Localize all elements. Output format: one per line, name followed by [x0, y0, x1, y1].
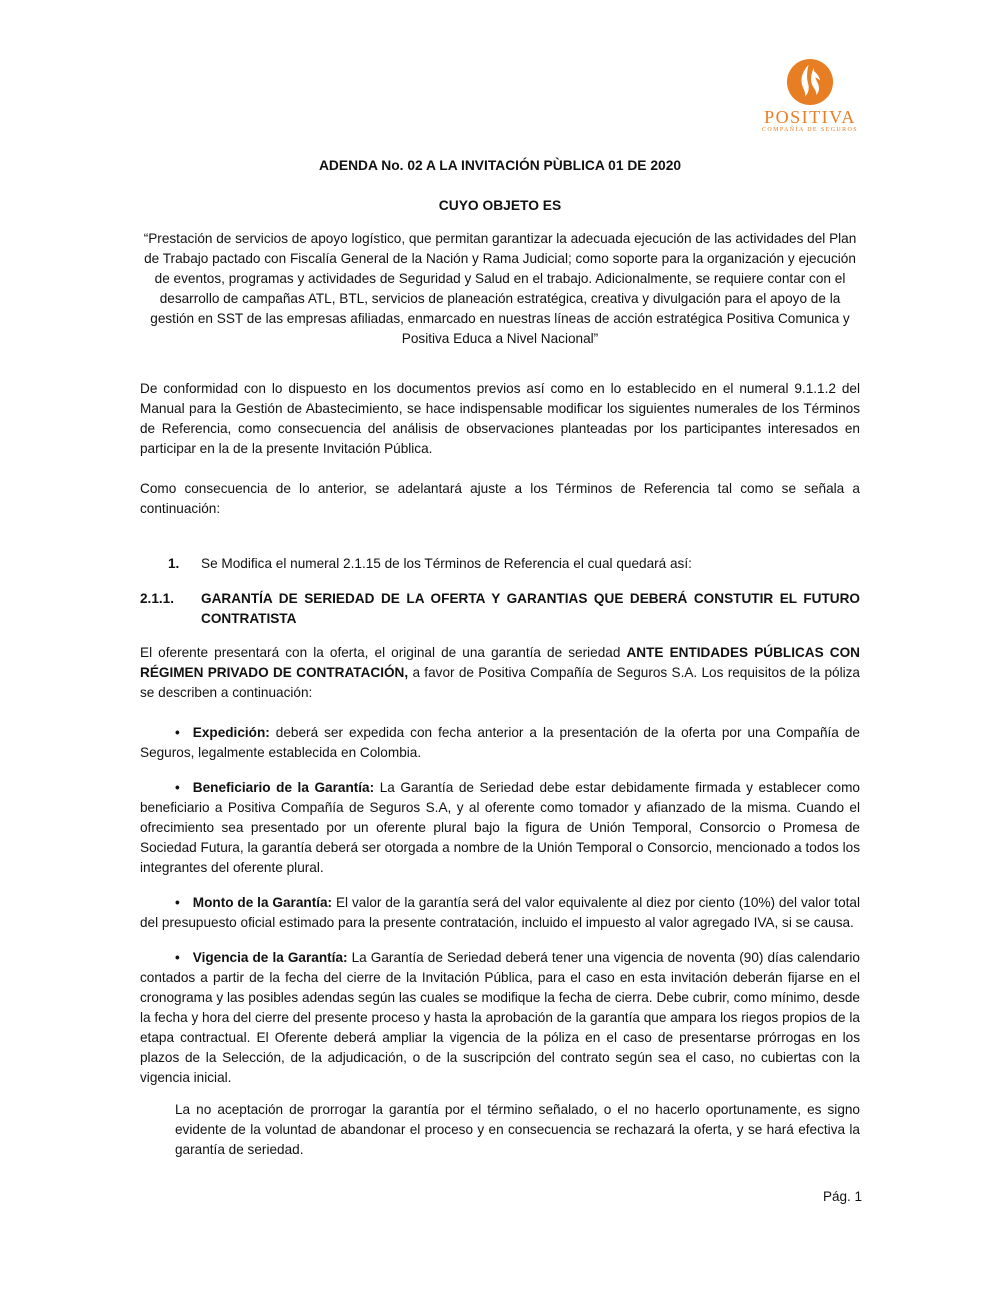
- bullet-dot-icon: [175, 895, 193, 910]
- numbered-item-text: Se Modifica el numeral 2.1.15 de los Términos de Referencia el cual quedará así:: [201, 556, 692, 571]
- bullet-dot-icon: [175, 780, 193, 795]
- bullet-beneficiario-label: Beneficiario de la Garantía:: [192, 780, 375, 795]
- bullet-expedicion-text: deberá ser expedida con fecha anterior a la presentación de la oferta por una Compañía de Seguros, legalmente establecida en Colombia.: [140, 725, 860, 760]
- bullet-vigencia: [140, 948, 860, 1088]
- consequence-paragraph: Como consecuencia de lo anterior, se adelantará ajuste a los Términos de Referencia tal como se señala a continuación:: [140, 481, 860, 516]
- bullet-monto-text: El valor de la garantía será del valor equivalente al diez por ciento (10%) del valor total del presupuesto oficial estimado para la presente contratación, incluido el impuesto al valor agregado IVA, si se causa.: [140, 895, 860, 930]
- numbered-item-number: 1.: [168, 556, 180, 571]
- bullet-expedicion: [140, 723, 860, 763]
- section-heading-2-1-1: [140, 589, 860, 629]
- bullet-dot-icon: [175, 950, 193, 965]
- section-heading-number: 2.1.1.: [140, 591, 175, 606]
- document-title: ADENDA No. 02 A LA INVITACIÓN PÙBLICA 01 DE 2020: [318, 158, 682, 173]
- offer-paragraph-lead: El oferente presentará con la oferta, el original de una garantía de seriedad: [140, 645, 627, 660]
- positiva-logo-icon: [786, 58, 834, 106]
- numbered-item-1: [140, 554, 860, 574]
- bullet-vigencia-text: La Garantía de Seriedad deberá tener una vigencia de noventa (90) días calendario contados a partir de la fecha del cierre de la Invitación Pública, para el caso en esta invitación deberán fijarse en el cronograma y las posibles adendas según las cuales se modifique la fecha de cierra. Debe cubrir, como mínimo, desde la fecha y hora del cierre del presente proceso y hasta la aprobación de la garantía que ampara los riegos propios de la etapa contractual. El Oferente deberá ampliar la vigencia de la póliza en el caso de presentarse prórrogas en los plazos de la Selección, de la adjudicación, o de la suscripción del contrato según sea el caso, no cubiertas con la vigencia inicial.: [140, 950, 860, 1085]
- closing-paragraph: La no aceptación de prorrogar la garantía por el término señalado, o el no hacerlo oportunamente, es signo evidente de la voluntad de abandonar el proceso y en consecuencia se rechazará la oferta, y se hará efectiva la garantía de seriedad.: [175, 1102, 860, 1157]
- offer-paragraph-tail: a favor de Positiva Compañía de Seguros S.A. Los requisitos de la póliza se describen a continuación:: [140, 665, 860, 700]
- bullet-beneficiario: [140, 778, 860, 878]
- offer-paragraph-bold: ANTE ENTIDADES PÚBLICAS CON RÉGIMEN PRIVADO DE CONTRATACIÓN,: [140, 645, 860, 680]
- page-number: Pág. 1: [822, 1189, 862, 1204]
- bullet-monto: [140, 893, 860, 933]
- positiva-logo: [752, 58, 868, 134]
- intro-paragraph: De conformidad con lo dispuesto en los documentos previos así como en lo establecido en el numeral 9.1.1.2 del Manual para la Gestión de Abastecimiento, se hace indispensable modificar los siguientes numerales de los Términos de Referencia, como consecuencia del análisis de observaciones planteadas por los participantes interesados en participar en la de la presente Invitación Pública.: [140, 381, 860, 456]
- document-body: [140, 156, 860, 1160]
- positiva-logo-tagline: COMPAÑÍA DE SEGUROS: [761, 127, 859, 133]
- offer-paragraph: [140, 643, 860, 703]
- bullet-beneficiario-text: La Garantía de Seriedad debe estar debidamente firmada y establecer como beneficiario a Positiva Compañía de Seguros S.A, y al oferente como tomador y afianzado de la misma. Cuando el ofrecimiento sea presentado por un oferente plural bajo la figura de Unión Temporal, Consorcio o Promesa de Sociedad Futura, la garantía deberá ser otorgada a nombre de la Unión Temporal o Consorcio, mencionado a todos los integrantes del oferente plural.: [140, 780, 860, 875]
- bullet-vigencia-label: Vigencia de la Garantía:: [192, 950, 348, 965]
- bullet-monto-label: Monto de la Garantía:: [192, 895, 333, 910]
- bullet-expedicion-label: Expedición:: [192, 725, 270, 740]
- document-subtitle: CUYO OBJETO ES: [438, 198, 562, 213]
- bullet-dot-icon: [175, 725, 193, 740]
- section-heading-text: GARANTÍA DE SERIEDAD DE LA OFERTA Y GARANTIAS QUE DEBERÁ CONSTUTIR EL FUTURO CONTRATISTA: [201, 591, 860, 626]
- positiva-logo-wordmark: POSITIVA: [764, 107, 856, 127]
- object-quote-paragraph: “Prestación de servicios de apoyo logístico, que permitan garantizar la adecuada ejecución de las actividades del Plan de Trabajo pactado con Fiscalía General de la Nación y Rama Judicial; como soporte para la organización y ejecución de eventos, programas y actividades de Seguridad y Salud en el trabajo. Adicionalmente, se requiere contar con el desarrollo de campañas ATL, BTL, servicios de planeación estratégica, creativa y divulgación para el apoyo de la gestión en SST de las empresas afiliadas, enmarcado en nuestras líneas de acción estratégica Positiva Comunica y Positiva Educa a Nivel Nacional”: [143, 231, 857, 346]
